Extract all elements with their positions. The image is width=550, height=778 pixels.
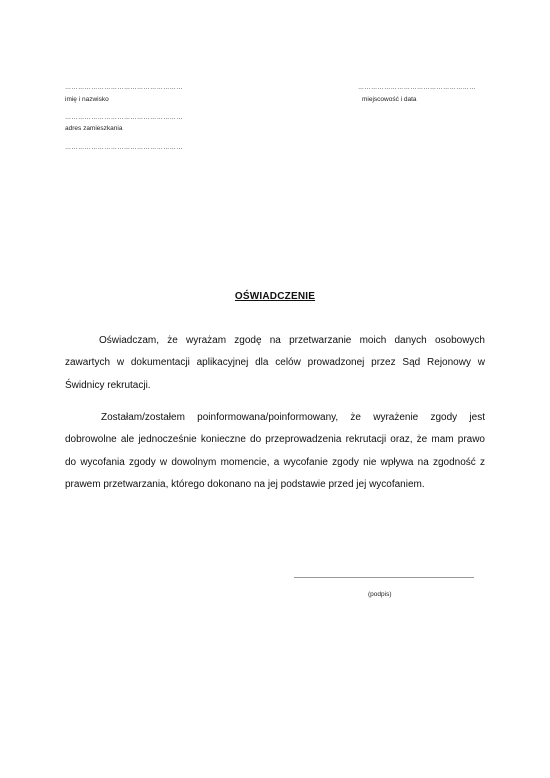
name-label: imię i nazwisko [65, 96, 109, 103]
document-title: OŚWIADCZENIE [234, 291, 316, 302]
signature-label: (podpis) [368, 591, 392, 598]
address-dotted-line-1: ……………………………………………… [65, 115, 183, 121]
place-date-label: miejscowość i data [362, 96, 417, 103]
place-date-dotted-line: ……………………………………………… [358, 85, 476, 91]
information-paragraph: Zostałam/zostałem poinformowana/poinformowany, że wyrażenie zgody jest dobrowolne ale jednocześnie konieczne do przeprowadzenia rekrutacji oraz, że mam prawo do wycofania zgody w dowolnym momencie, a wycofanie zgody nie wpływa na zgodność z prawem przetwarzania, którego dokonano na jej podstawie przed jej wycofaniem. [65, 412, 485, 491]
consent-paragraph: Oświadczam, że wyrażam zgodę na przetwarzanie moich danych osobowych zawartych w dokumentacji aplikacyjnej dla celów prowadzonej przez Sąd Rejonowy w Świdnicy rekrutacji. [65, 335, 485, 391]
name-dotted-line: ……………………………………………… [65, 85, 183, 91]
signature-line [294, 577, 474, 578]
address-dotted-line-2: ……………………………………………… [65, 145, 183, 151]
address-label: adres zamieszkania [65, 125, 123, 132]
